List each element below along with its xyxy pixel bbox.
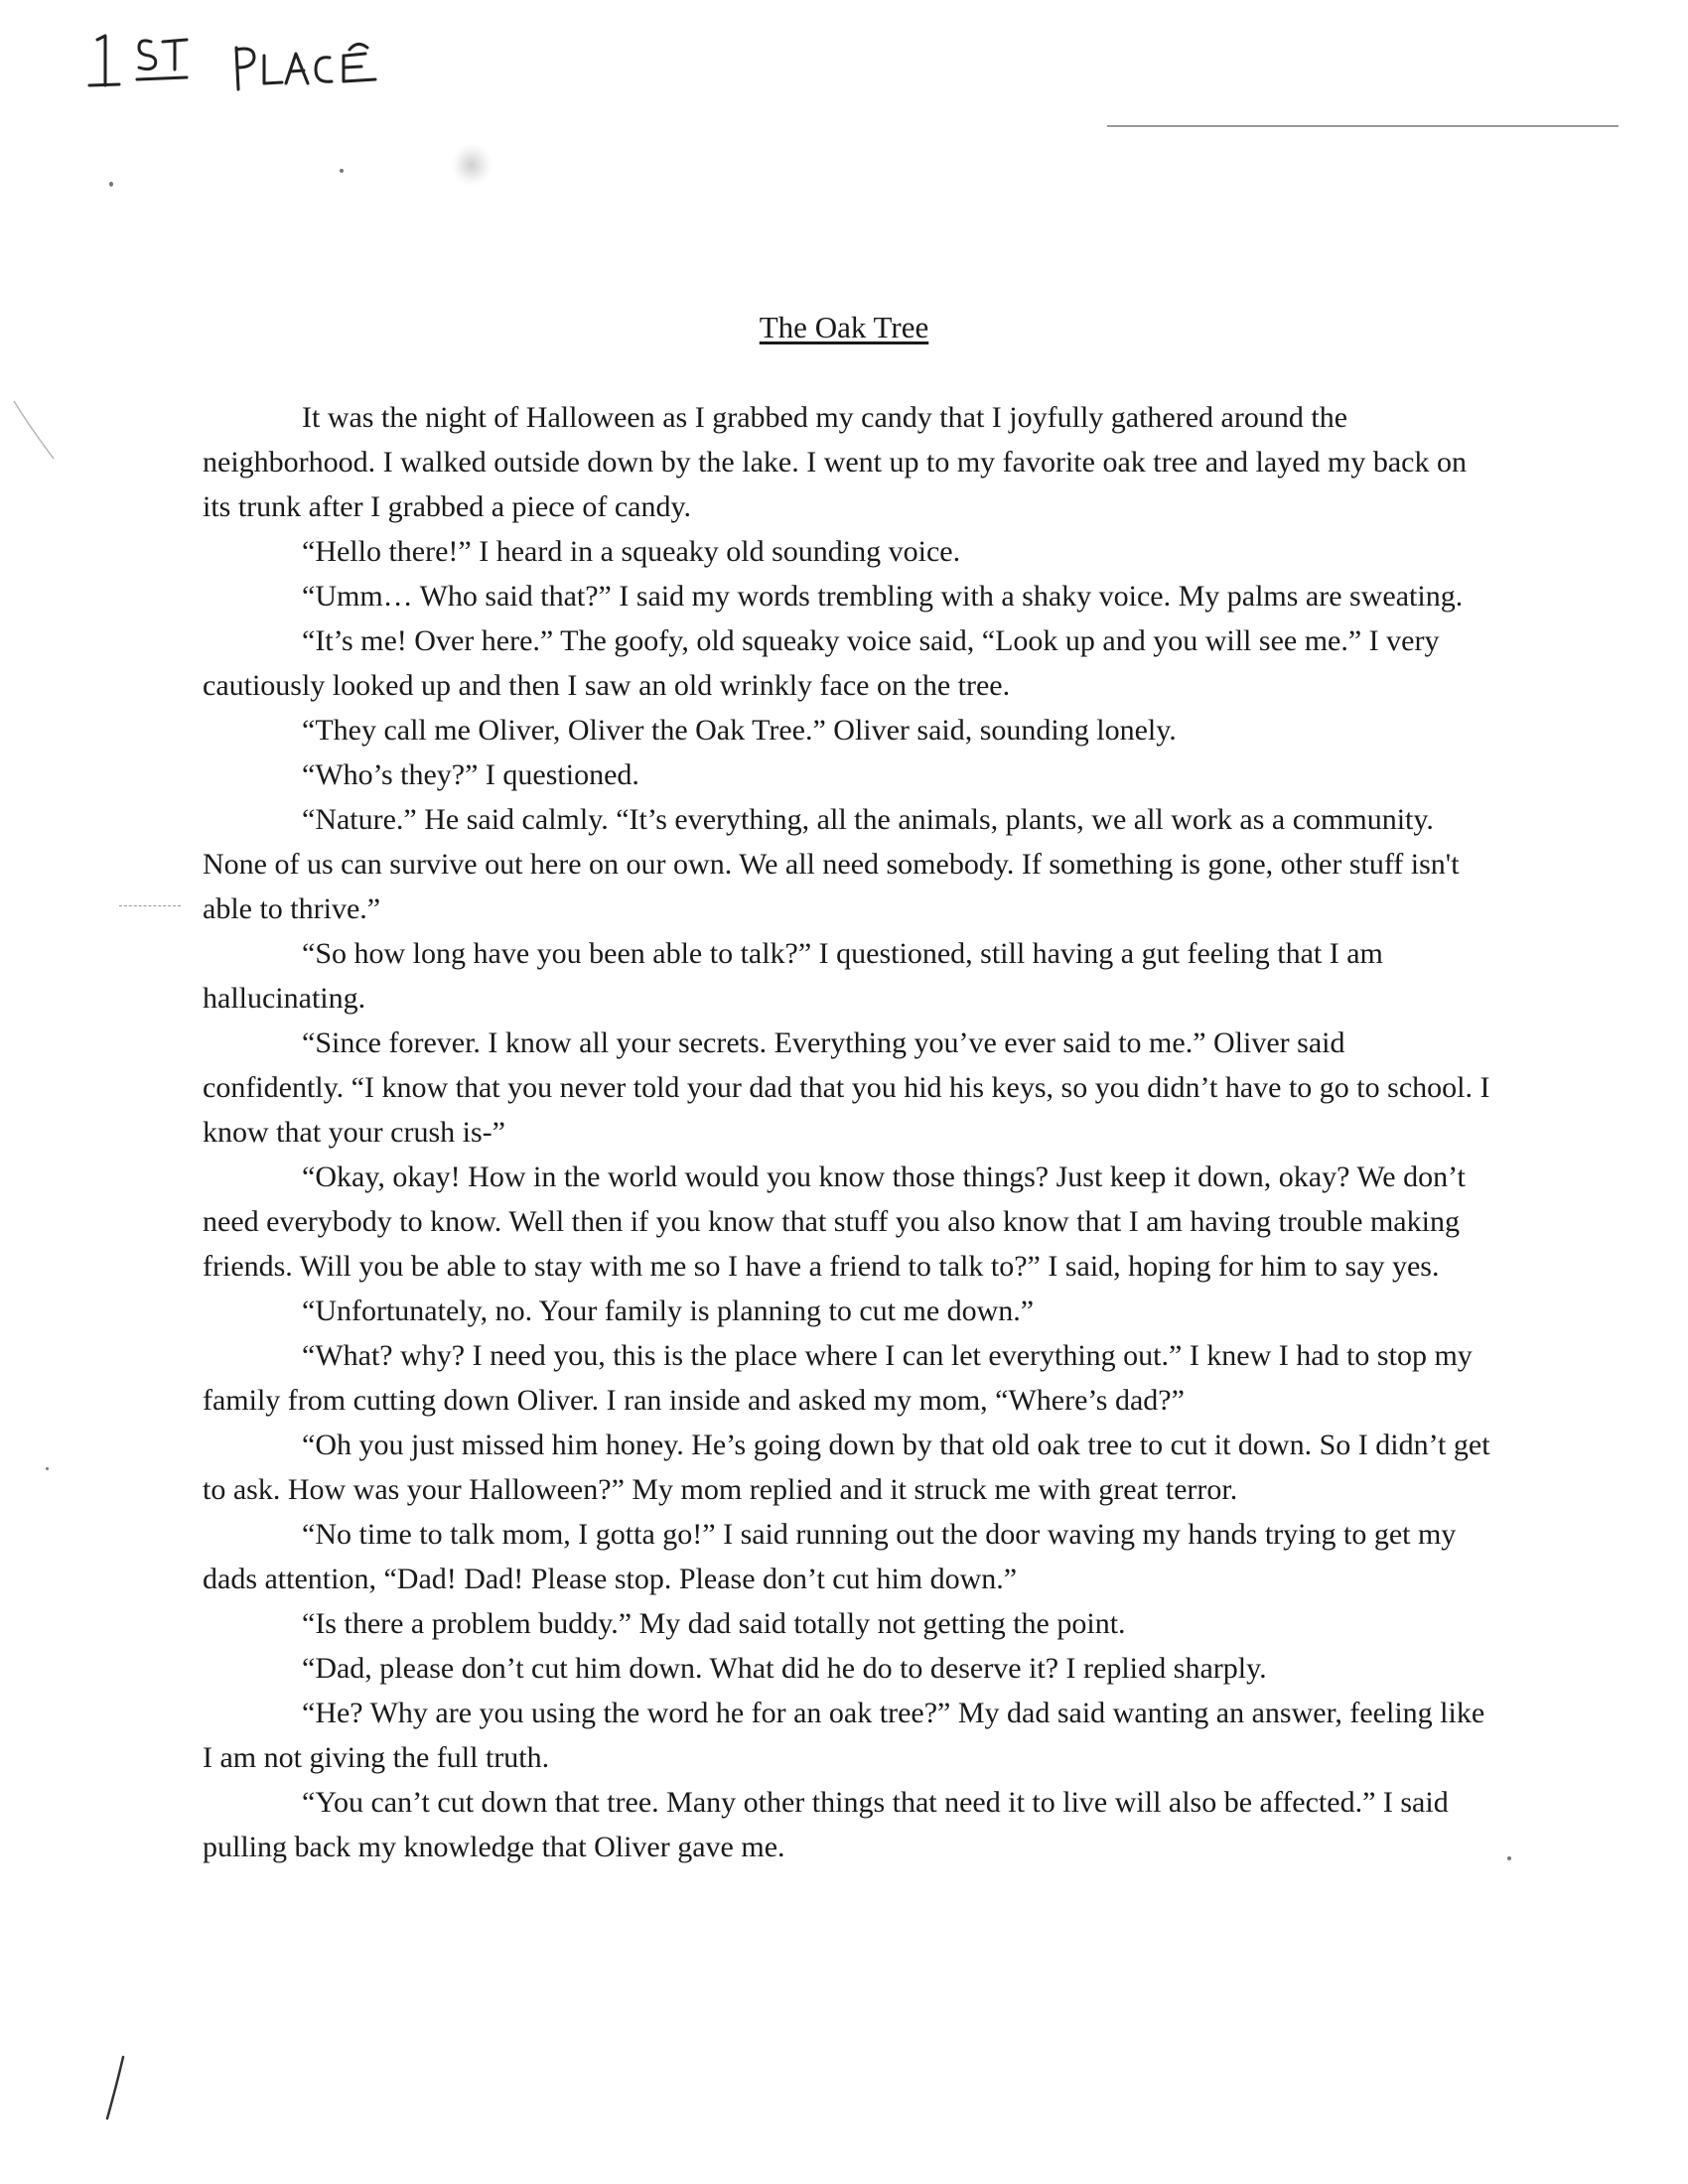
story-paragraph: “Hello there!” I heard in a squeaky old sounding voice. — [302, 535, 961, 568]
story-paragraph: “Since forever. I know all your secrets. Everything you’ve ever said to me.” Oliver said confidently. “I know that you never told your dad that you hid his keys, so you didn’t have to go to school. I know that your crush is-” — [203, 1026, 1490, 1149]
story-paragraph: “Umm… Who said that?” I said my words trembling with a shaky voice. My palms are sweating. — [302, 580, 1464, 613]
story-paragraph: “Who’s they?” I questioned. — [302, 758, 639, 791]
story-paragraph: “Nature.” He said calmly. “It’s everything, all the animals, plants, we all work as a community. None of us can survive out here on our own. We all need somebody. If something is gone, other stuff isn't able to thrive.” — [203, 803, 1460, 925]
story-paragraph: “Oh you just missed him honey. He’s going down by that old oak tree to cut it down. So I didn’t get to ask. How was your Halloween?” My mom replied and it struck me with great terror. — [203, 1429, 1490, 1506]
scan-speck — [109, 182, 113, 187]
story-paragraph: “Is there a problem buddy.” My dad said totally not getting the point. — [302, 1607, 1126, 1640]
story-paragraph: “It’s me! Over here.” The goofy, old squeaky voice said, “Look up and you will see me.” I very cautiously looked up and then I saw an old wrinkly face on the tree. — [203, 624, 1440, 702]
story-paragraph: “Dad, please don’t cut him down. What did he do to deserve it? I replied sharply. — [302, 1652, 1267, 1685]
margin-pen-stroke — [99, 2053, 129, 2122]
scan-speck — [340, 169, 344, 173]
story-paragraph: “What? why? I need you, this is the place where I can let everything out.” I knew I had to stop my family from cutting down Oliver. I ran inside and asked my mom, “Where’s dad?” — [203, 1339, 1473, 1417]
story-paragraph: “So how long have you been able to talk?” I questioned, still having a gut feeling that I am hallucinating. — [203, 937, 1383, 1015]
story-body — [203, 395, 1493, 1869]
story-paragraph: “They call me Oliver, Oliver the Oak Tree.” Oliver said, sounding lonely. — [302, 714, 1177, 747]
story-paragraph: It was the night of Halloween as I grabbed my candy that I joyfully gathered around the neighborhood. I walked outside down by the lake. I went up to my favorite oak tree and layed my back on its trunk after I grabbed a piece of candy. — [203, 401, 1467, 523]
story-paragraph: “He? Why are you using the word he for an oak tree?” My dad said wanting an answer, feeling like I am not giving the full truth. — [203, 1697, 1485, 1774]
story-paragraph: “Unfortunately, no. Your family is planning to cut me down.” — [302, 1295, 1035, 1327]
story-paragraph: “Okay, okay! How in the world would you know those things? Just keep it down, okay? We don’t need everybody to know. Well then if you know that stuff you also know that I am having trouble making friends. Will you be able to stay with me so I have a friend to talk to?” I said, hoping for him to say yes. — [203, 1160, 1466, 1283]
scan-speck — [46, 1467, 49, 1470]
margin-dash-mark — [119, 905, 181, 906]
handwritten-first-place-note — [60, 28, 397, 107]
story-title: The Oak Tree — [759, 310, 929, 344]
story-paragraph: “No time to talk mom, I gotta go!” I said running out the door waving my hands trying to get my dads attention, “Dad! Dad! Please stop. Please don’t cut him down.” — [203, 1518, 1457, 1595]
scan-edge-mark — [10, 397, 60, 467]
scan-speck — [1507, 1856, 1511, 1860]
top-rule-line — [1107, 125, 1618, 127]
story-paragraph: “You can’t cut down that tree. Many other things that need it to live will also be affected.” I said pulling back my knowledge that Oliver gave me. — [203, 1786, 1449, 1863]
scan-smudge — [452, 144, 492, 186]
